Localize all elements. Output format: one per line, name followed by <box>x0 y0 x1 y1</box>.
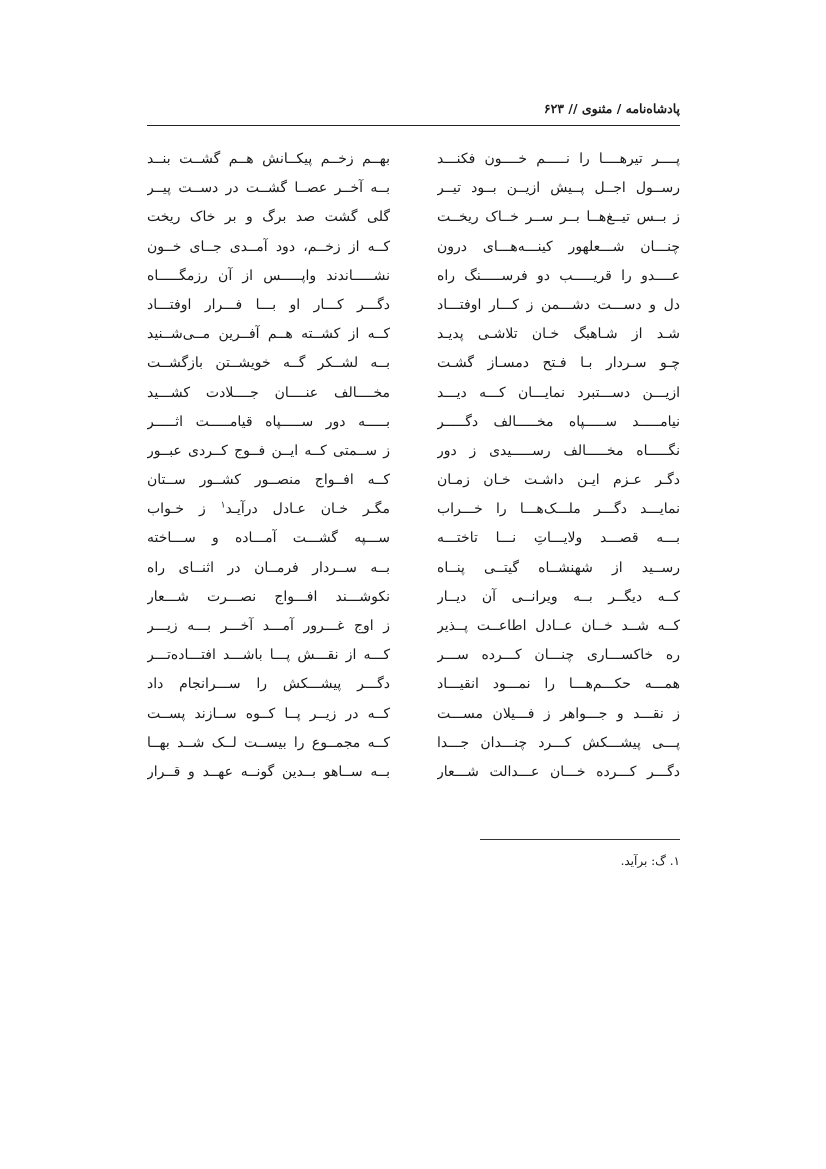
couplet <box>147 320 680 349</box>
misra-second: دگـــر کـــار او بـــا فـــرار اوفتـــاد <box>147 296 390 313</box>
misra-first: عــــدو را قریـــــب دو فرســـــنگ راه <box>437 267 680 284</box>
misra-second: کــه از کشــته هــم آفــرین مــی‌شــنید <box>147 326 390 343</box>
misra-second: کــه در زیــر پــا کــوه ســازند پســت <box>147 705 390 722</box>
misra-second: ز اوج غـــرور آمـــد آخـــر بـــه زیـــر <box>147 618 390 634</box>
misra-second: مگـر خـان عـادل درآیـد$^۱$ ز خـواب <box>147 500 390 518</box>
couplet <box>147 495 680 524</box>
couplet <box>147 349 680 378</box>
misra-second: گلی گشت صد برگ و بر خاک ریخت <box>147 209 390 226</box>
misra-first: دل و دســـت دشـــمن ز کـــار اوفتـــاد <box>437 296 680 313</box>
couplet <box>147 729 680 758</box>
misra-first: پـــی پیشـــکش کـــرد چنـــدان جـــدا <box>437 734 680 751</box>
couplet <box>147 524 680 553</box>
misra-second: بــه لشــکر گــه خویشــتن بازگشــت <box>147 355 390 372</box>
misra-second: کـــه از نقـــش پـــا باشـــد افتـــاده‌تـــر <box>147 647 390 664</box>
misra-second: دگـــر پیشـــکش را ســـرانجام داد <box>147 676 390 693</box>
misra-first: چـو سـردار بـا فـتح دمسـاز گشـت <box>437 355 680 372</box>
misra-second: بــه آخــر عصــا گشــت در دســت پیــر <box>147 180 390 197</box>
misra-first: شـد از شـاهبگ خـان تلاشـی پدیـد <box>437 326 680 343</box>
running-header <box>147 101 680 125</box>
footnote-divider <box>480 839 680 840</box>
couplet <box>147 262 680 291</box>
couplet <box>147 437 680 466</box>
couplet <box>147 758 680 787</box>
couplet <box>147 174 680 203</box>
couplet <box>147 554 680 583</box>
couplet <box>147 466 680 495</box>
couplet <box>147 612 680 641</box>
misra-second: ســـپه گشـــت آمـــاده و ســـاخته <box>147 530 390 547</box>
header-divider <box>147 125 680 126</box>
misra-first: ره خاکســـاری چنـــان کـــرده ســـر <box>437 647 680 664</box>
misra-first: رســول اجــل پــیش ازیــن بــود تیــر <box>437 180 680 197</box>
couplet <box>147 583 680 612</box>
misra-first: کــه دیگــر بــه ویرانــی آن دیــار <box>437 588 680 605</box>
couplet <box>147 408 680 437</box>
misra-first: نگـــــاه مخـــــالف رســـــیدی ز دور <box>437 442 680 459</box>
couplet <box>147 641 680 670</box>
footnote: ۱. گ: برآید. <box>620 854 680 868</box>
couplet <box>147 700 680 729</box>
misra-first: کــه شــد خــان عــادل اطاعــت پــذیر <box>437 618 680 634</box>
misra-second: بهــم زخــم پیکــانش هــم گشــت بنــد <box>147 151 390 167</box>
misra-second: کــه از زخــم، دود آمــدی جــای خــون <box>147 238 390 255</box>
footnote-reference-marker[interactable]: ۱ <box>220 500 226 511</box>
couplet <box>147 291 680 320</box>
misra-first: همـــه حکـــم‌هـــا را نمـــود انقیـــاد <box>437 676 680 693</box>
misra-second: کــه افــواج منصــور کشــور ســتان <box>147 472 390 489</box>
misra-second: مخــــالف عنــــان جــــلادت کشـــید <box>147 384 390 401</box>
couplet <box>147 670 680 699</box>
page-header-title: پادشاه‌نامه / مثنوی // ۶۲۳ <box>543 101 680 116</box>
misra-first: بـــه قصـــد ولایـــاتِ نـــا تاختـــه <box>437 530 680 547</box>
couplet <box>147 379 680 408</box>
misra-first: ازیـــن دســـتبرد نمایـــان کـــه دیـــد <box>437 384 680 401</box>
misra-first: دگـــر کـــرده خـــان عـــدالت شـــعار <box>437 763 680 780</box>
misra-second: بـــــه دور ســـــپاه قیامـــــت اثـــــر <box>147 413 390 430</box>
misra-second: نکوشـــند افـــواج نصـــرت شـــعار <box>147 588 390 605</box>
poem-body <box>147 145 680 787</box>
misra-second: بــه ســردار فرمــان در اثنــای راه <box>147 559 390 576</box>
misra-first: نمایـــد دگـــر ملـــک‌هـــا را خـــراب <box>437 501 680 518</box>
misra-first: چنـــان شـــعلهور کینـــه‌هـــای درون <box>437 238 680 255</box>
misra-first: نیامـــــد ســـــپاه مخـــــالف دگـــــر <box>437 413 680 430</box>
couplet <box>147 203 680 232</box>
couplet <box>147 233 680 262</box>
misra-second: کــه مجمــوع را بیســت لــک شــد بهــا <box>147 734 390 751</box>
couplet <box>147 145 680 174</box>
misra-second: نشـــــاندند واپـــــس از آن رزمگـــــاه <box>147 267 390 284</box>
misra-first: رســید از شهنشــاه گیتــی پنــاه <box>437 559 680 576</box>
misra-first: ز نقـــد و جـــواهر ز فـــیلان مســـت <box>437 705 680 722</box>
misra-second: بــه ســاهو بــدین گونــه عهــد و قــرار <box>147 763 390 780</box>
misra-first: پــــر تیرهــــا را نـــــم خــــون فکنـــد <box>437 151 680 167</box>
misra-second: ز ســمتی کــه ایــن فــوج کــردی عبــور <box>147 442 390 459</box>
misra-first: دگـر عـزم ایـن داشـت خـان زمـان <box>437 472 680 489</box>
misra-first: ز بــس تیــغ‌هــا بــر ســر خــاک ریخــت <box>437 209 680 226</box>
